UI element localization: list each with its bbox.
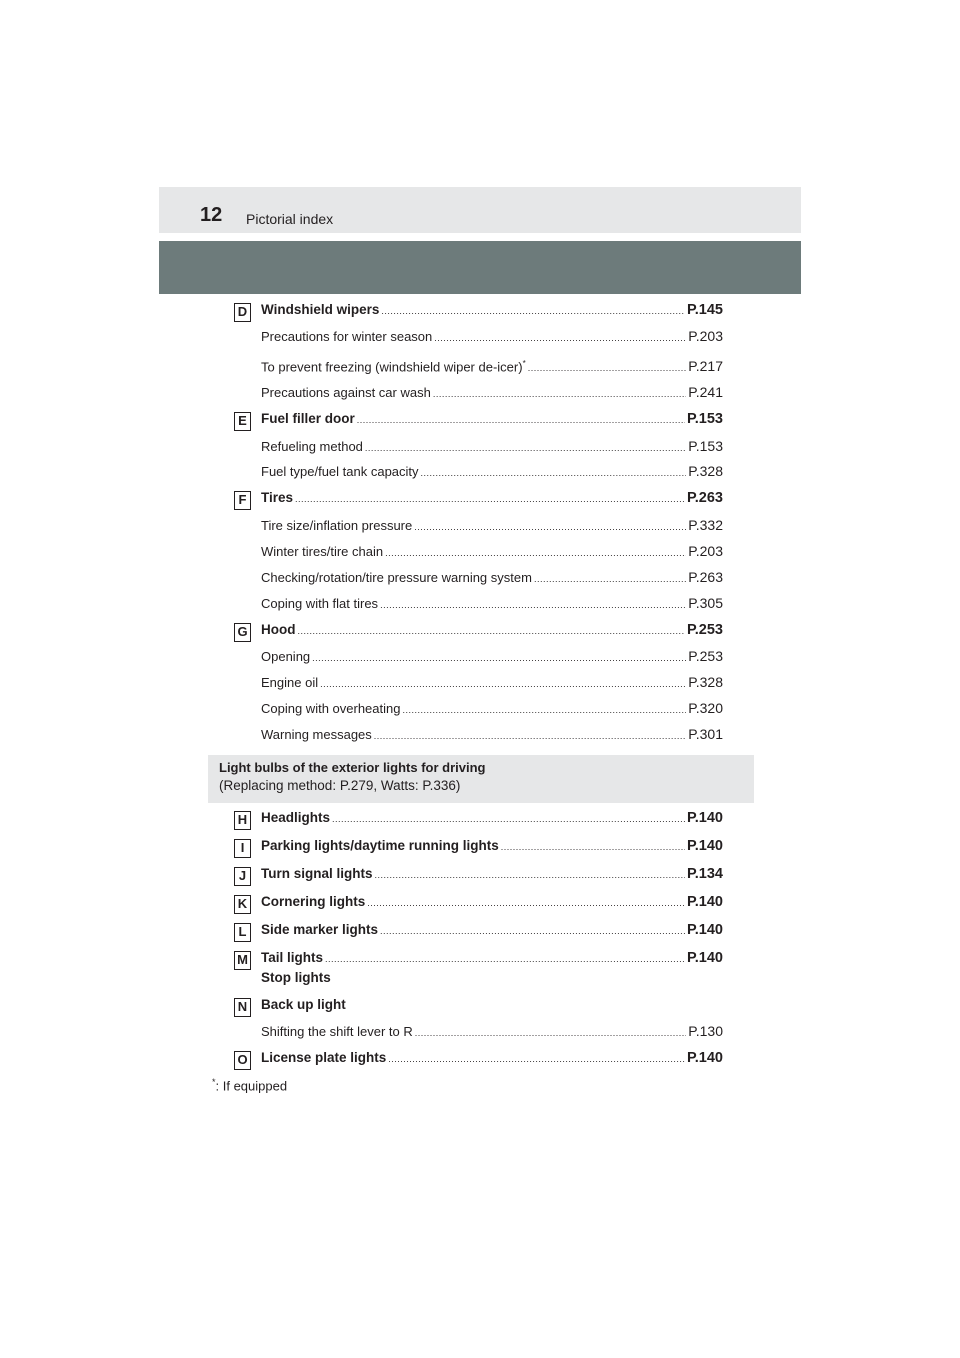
label-badge-h: H — [234, 811, 251, 830]
index-subentry[interactable] — [261, 543, 723, 563]
page-ref[interactable]: P.263 — [688, 569, 723, 585]
index-entry-cornering-lights[interactable] — [261, 894, 723, 914]
page-ref[interactable]: P.153 — [686, 411, 723, 427]
page-ref[interactable]: P.320 — [688, 700, 723, 716]
back-up-light-label: Back up light — [261, 997, 346, 1012]
label-badge-o: O — [234, 1051, 251, 1070]
index-subentry[interactable] — [261, 726, 723, 746]
index-entry-tires[interactable] — [261, 490, 723, 510]
index-entry-side-marker-lights[interactable] — [261, 922, 723, 942]
lights-box-subtitle: (Replacing method: P.279, Watts: P.336) — [219, 778, 461, 793]
index-subentry[interactable] — [261, 358, 723, 378]
label-badge-e: E — [234, 412, 251, 431]
entry-label: Fuel filler door — [261, 411, 355, 426]
label-badge-m: M — [234, 951, 251, 970]
entry-label: Parking lights/daytime running lights — [261, 838, 499, 853]
page-ref[interactable]: P.328 — [688, 674, 723, 690]
entry-label: Cornering lights — [261, 894, 366, 909]
label-badge-i: I — [234, 839, 251, 858]
page-ref[interactable]: P.140 — [686, 922, 723, 938]
entry-label: Tires — [261, 490, 294, 505]
index-entry-hood[interactable] — [261, 622, 723, 642]
index-subentry[interactable] — [261, 517, 723, 537]
page-ref[interactable]: P.241 — [688, 384, 723, 400]
label-badge-k: K — [234, 895, 251, 914]
label-badge-g: G — [234, 623, 251, 642]
entry-label: Opening — [261, 649, 311, 664]
section-title: Pictorial index — [246, 211, 334, 227]
page-ref[interactable]: P.203 — [688, 328, 723, 344]
entry-label: Coping with flat tires — [261, 596, 379, 611]
index-subentry[interactable] — [261, 328, 723, 348]
entry-label: Tire size/inflation pressure — [261, 518, 413, 533]
page-ref[interactable]: P.140 — [686, 838, 723, 854]
footnote-marker: * — [212, 1077, 216, 1087]
footnote-text: : If equipped — [215, 1078, 288, 1094]
page-ref[interactable]: P.153 — [688, 438, 723, 454]
index-entry-parking-lights[interactable] — [261, 838, 723, 858]
page-ref[interactable]: P.328 — [688, 463, 723, 479]
entry-label: Warning messages — [261, 727, 372, 742]
footnote — [212, 1077, 287, 1093]
label-badge-l: L — [234, 923, 251, 942]
entry-label: Precautions against car wash — [261, 385, 431, 400]
index-entry-fuel-filler-door[interactable] — [261, 411, 723, 431]
page-ref[interactable]: P.305 — [688, 595, 723, 611]
entry-label: Shifting the shift lever to R — [261, 1024, 413, 1039]
entry-label: To prevent freezing (windshield wiper de-icer)* — [261, 358, 526, 374]
page-ref[interactable]: P.253 — [688, 648, 723, 664]
page-ref[interactable]: P.140 — [686, 894, 723, 910]
index-entry-turn-signal-lights[interactable] — [261, 866, 723, 886]
index-subentry[interactable] — [261, 595, 723, 615]
page-ref[interactable]: P.140 — [686, 950, 723, 966]
footnote-marker: * — [522, 358, 526, 368]
page-ref[interactable]: P.253 — [686, 622, 723, 638]
entry-label: Side marker lights — [261, 922, 379, 937]
page-ref[interactable]: P.217 — [688, 358, 723, 374]
page-ref[interactable]: P.203 — [688, 543, 723, 559]
page-ref[interactable]: P.145 — [686, 302, 723, 318]
entry-label: Fuel type/fuel tank capacity — [261, 464, 419, 479]
lights-box-title: Light bulbs of the exterior lights for driving — [219, 760, 486, 775]
entry-label: Engine oil — [261, 675, 319, 690]
entry-label: Hood — [261, 622, 296, 637]
label-badge-n: N — [234, 998, 251, 1017]
entry-label: Turn signal lights — [261, 866, 373, 881]
page-ref[interactable]: P.263 — [686, 490, 723, 506]
index-subentry[interactable] — [261, 700, 723, 720]
page-number: 12 — [200, 204, 223, 226]
index-subentry[interactable] — [261, 1023, 723, 1043]
illustration-band — [159, 241, 801, 294]
entry-label: Headlights — [261, 810, 331, 825]
entry-label: Winter tires/tire chain — [261, 544, 384, 559]
index-subentry[interactable] — [261, 463, 723, 483]
page-ref[interactable]: P.332 — [688, 517, 723, 533]
entry-label: Tail lights — [261, 950, 324, 965]
page-ref[interactable]: P.134 — [686, 866, 723, 882]
entry-label: Coping with overheating — [261, 701, 401, 716]
page-ref[interactable]: P.140 — [686, 1050, 723, 1066]
index-entry-windshield-wipers[interactable] — [261, 302, 723, 322]
entry-label: License plate lights — [261, 1050, 387, 1065]
label-badge-j: J — [234, 867, 251, 886]
index-entry-tail-lights[interactable] — [261, 950, 723, 970]
entry-label: Precautions for winter season — [261, 329, 433, 344]
index-subentry[interactable] — [261, 438, 723, 458]
stop-lights-label: Stop lights — [261, 970, 331, 985]
index-subentry[interactable] — [261, 648, 723, 668]
entry-label: Windshield wipers — [261, 302, 380, 317]
entry-label: Checking/rotation/tire pressure warning system — [261, 570, 532, 585]
label-badge-d: D — [234, 303, 251, 322]
index-subentry[interactable] — [261, 674, 723, 694]
label-badge-f: F — [234, 491, 251, 510]
index-entry-headlights[interactable] — [261, 810, 723, 830]
page-ref[interactable]: P.130 — [688, 1023, 723, 1039]
page-ref[interactable]: P.140 — [686, 810, 723, 826]
entry-label: Refueling method — [261, 439, 363, 454]
page-ref[interactable]: P.301 — [688, 726, 723, 742]
index-subentry[interactable] — [261, 569, 723, 589]
index-entry-license-plate-lights[interactable] — [261, 1050, 723, 1070]
index-subentry[interactable] — [261, 384, 723, 404]
